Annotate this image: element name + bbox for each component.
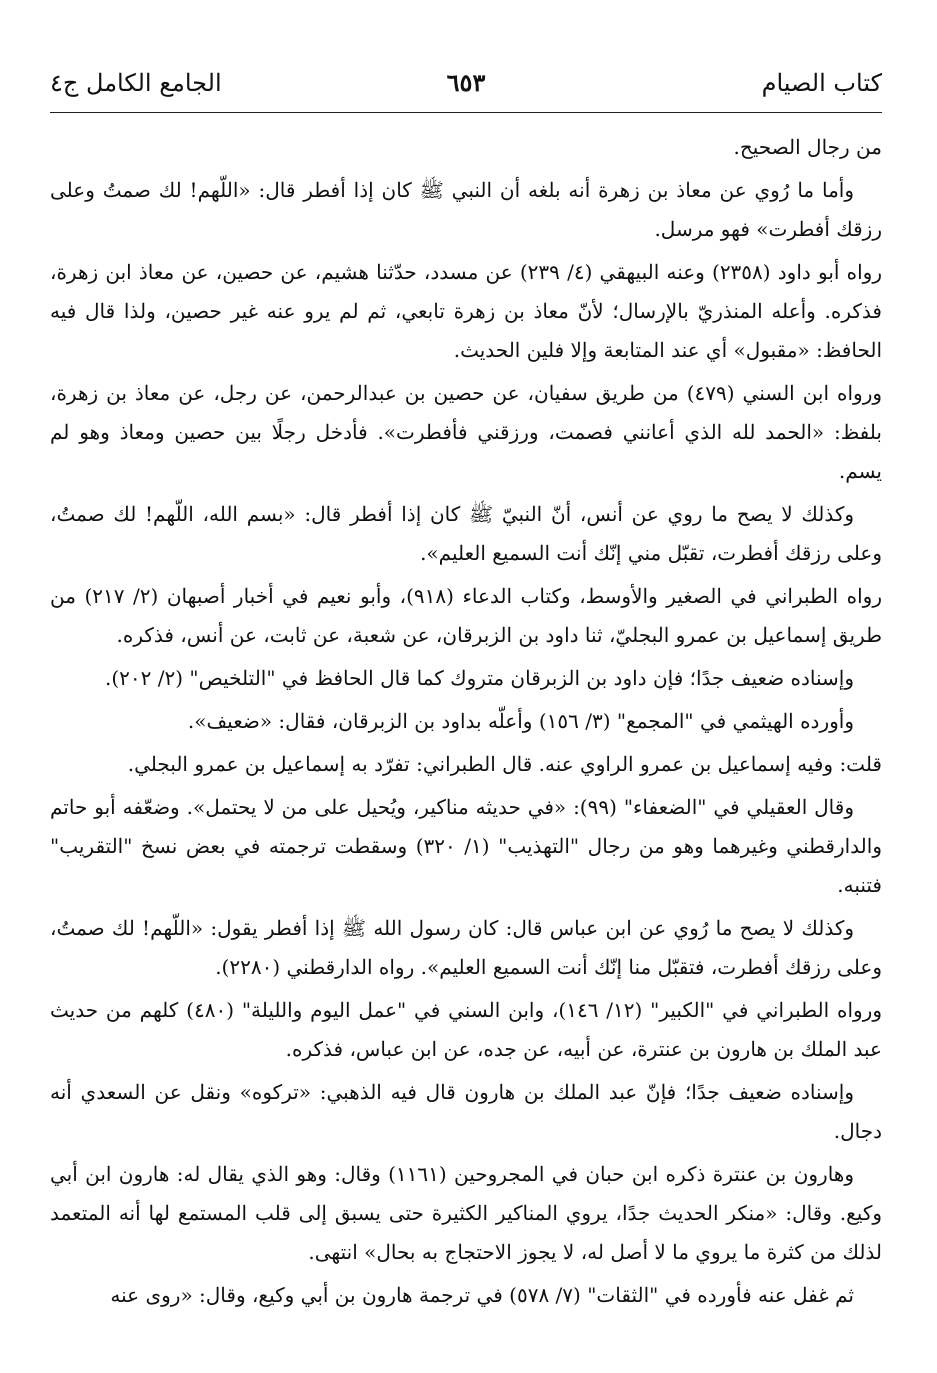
paragraph: وإسناده ضعيف جدًا؛ فإن داود بن الزبرقان متروك كما قال الحافظ في "التلخيص" (٢/ ٢٠٢). (104, 666, 854, 690)
paragraph: من رجال الصحيح. (733, 135, 882, 159)
page-body (50, 128, 882, 1319)
paragraph: وقال العقيلي في "الضعفاء" (٩٩): «في حديثه مناكير، ويُحيل على من لا يحتمل». وضعّفه أبو حاتم والدارقطني وغيرهما وهو من رجال "التهذيب" (١/ ٣٢٠) وسقطت ترجمته في بعض نسخ "التقريب" فتنبه. (50, 795, 882, 897)
paragraph: وأما ما رُوي عن معاذ بن زهرة أنه بلغه أن النبي ﷺ كان إذا أفطر قال: «اللّهم! لك صمتُ وعلى رزقك أفطرت» فهو مرسل. (50, 178, 882, 241)
page-number: ٦٥٣ (446, 68, 486, 97)
paragraph: وهارون بن عنترة ذكره ابن حبان في المجروحين (١١٦١) وقال: وهو الذي يقال له: هارون ابن أبي وكيع. وقال: «منكر الحديث جدًا، يروي المناكير الكثيرة حتى يسبق إلى قلب المستمع لها أنه المتعمد لذلك من كثرة ما يروي ما لا أصل له، لا يجوز الاحتجاج به بحال» انتهى. (50, 1162, 882, 1264)
paragraph: وكذلك لا يصح ما رُوي عن ابن عباس قال: كان رسول الله ﷺ إذا أفطر يقول: «اللّهم! لك صمتُ، وعلى رزقك أفطرت، فتقبّل منا إنّك أنت السميع العليم». رواه الدارقطني (٢٢٨٠). (50, 916, 882, 979)
section-title: كتاب الصيام (761, 69, 882, 97)
paragraph: ورواه ابن السني (٤٧٩) من طريق سفيان، عن حصين بن عبدالرحمن، عن رجل، عن معاذ بن زهرة، بلفظ: «الحمد لله الذي أعانني فصمت، ورزقني فأفطرت». فأدخل رجلًا بين حصين ومعاذ وهو لم يسم. (50, 381, 883, 483)
paragraph: وإسناده ضعيف جدًا؛ فإنّ عبد الملك بن هارون قال فيه الذهبي: «تركوه» ونقل عن السعدي أنه دجال. (50, 1080, 882, 1143)
paragraph: رواه الطبراني في الصغير والأوسط، وكتاب الدعاء (٩١٨)، وأبو نعيم في أخبار أصبهان (٢/ ٢١٧) من طريق إسماعيل بن عمرو البجليّ، ثنا داود بن الزبرقان، عن شعبة، عن ثابت، عن أنس، فذكره. (50, 584, 882, 647)
paragraph: ورواه الطبراني في "الكبير" (١٢/ ١٤٦)، وابن السني في "عمل اليوم والليلة" (٤٨٠) كلهم من حديث عبد الملك بن هارون بن عنترة، عن أبيه، عن جده، عن ابن عباس، فذكره. (50, 998, 882, 1061)
paragraph: قلت: وفيه إسماعيل بن عمرو الراوي عنه. قال الطبراني: تفرّد به إسماعيل بن عمرو البجلي. (127, 752, 882, 776)
paragraph: ثم غفل عنه فأورده في "الثقات" (٧/ ٥٧٨) في ترجمة هارون بن أبي وكيع، وقال: «روى عنه (110, 1283, 854, 1307)
paragraph: رواه أبو داود (٢٣٥٨) وعنه البيهقي (٤/ ٢٣٩) عن مسدد، حدّثنا هشيم، عن حصين، عن معاذ ابن زهرة، فذكره. وأعله المنذريّ بالإرسال؛ لأنّ معاذ بن زهرة تابعي، ثم لم يرو عنه غير حصين، ولذا قال فيه الحافظ: «مقبول» أي عند المتابعة وإلا فلين الحديث. (50, 260, 882, 362)
book-title: الجامع الكامل ج٤ (50, 69, 222, 97)
page-header (50, 62, 882, 113)
paragraph: وكذلك لا يصح ما روي عن أنس، أنّ النبيّ ﷺ كان إذا أفطر قال: «بسم الله، اللّهم! لك صمتُ، وعلى رزقك أفطرت، تقبّل مني إنّك أنت السميع العليم». (50, 502, 882, 565)
paragraph: وأورده الهيثمي في "المجمع" (٣/ ١٥٦) وأعلّه بداود بن الزبرقان، فقال: «ضعيف». (187, 709, 854, 733)
